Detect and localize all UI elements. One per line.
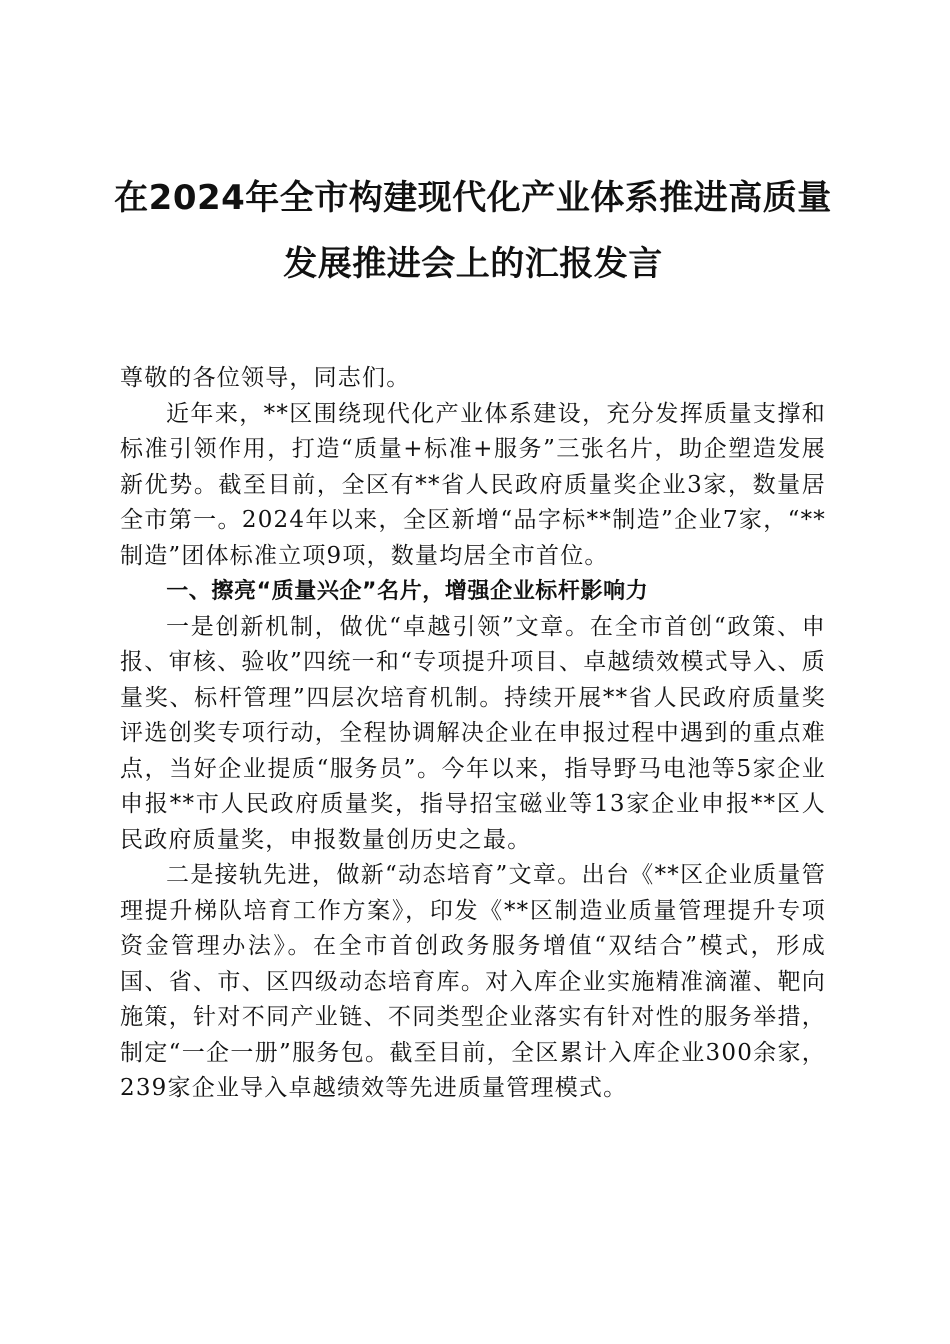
intro-paragraph: 近年来，**区围绕现代化产业体系建设，充分发挥质量支撑和标准引领作用，打造“质量+标准+服务”三张名片，助企塑造发展新优势。截至目前，全区有**省人民政府质量奖企业3家，数量居全市第一。2024年以来，全区新增“品字标**制造”企业7家，“**制造”团体标准立项9项，数量均居全市首位。 xyxy=(120,400,826,569)
body-paragraph: 二是接轨先进，做新“动态培育”文章。出台《**区企业质量管理提升梯队培育工作方案》，印发《**区制造业质量管理提升专项资金管理办法》。在全市首创政务服务增值“双结合”模式，形成国、省、市、区四级动态培育库。对入库企业实施精准滴灌、靶向施策，针对不同产业链、不同类型企业落实有针对性的服务举措，制定“一企一册”服务包。截至目前，全区累计入库企业300余家，239家企业导入卓越绩效等先进质量管理模式。 xyxy=(120,862,826,1101)
document-page xyxy=(114,0,832,1344)
body-paragraph: 一是创新机制，做优“卓越引领”文章。在全市首创“政策、申报、审核、验收”四统一和“专项提升项目、卓越绩效模式导入、质量奖、标杆管理”四层次培育机制。持续开展**省人民政府质量奖评选创奖专项行动，全程协调解决企业在申报过程中遇到的重点难点，当好企业提质“服务员”。今年以来，指导野马电池等5家企业申报**市人民政府质量奖，指导招宝磁业等13家企业申报**区人民政府质量奖，申报数量创历史之最。 xyxy=(120,613,826,853)
section-heading: 一、擦亮“质量兴企”名片，增强企业标杆影响力 xyxy=(166,579,649,604)
document-body xyxy=(120,361,826,1107)
salutation: 尊敬的各位领导，同志们。 xyxy=(120,365,411,391)
document-title: 在2024年全市构建现代化产业体系推进高质量发展推进会上的汇报发言 xyxy=(114,178,832,284)
